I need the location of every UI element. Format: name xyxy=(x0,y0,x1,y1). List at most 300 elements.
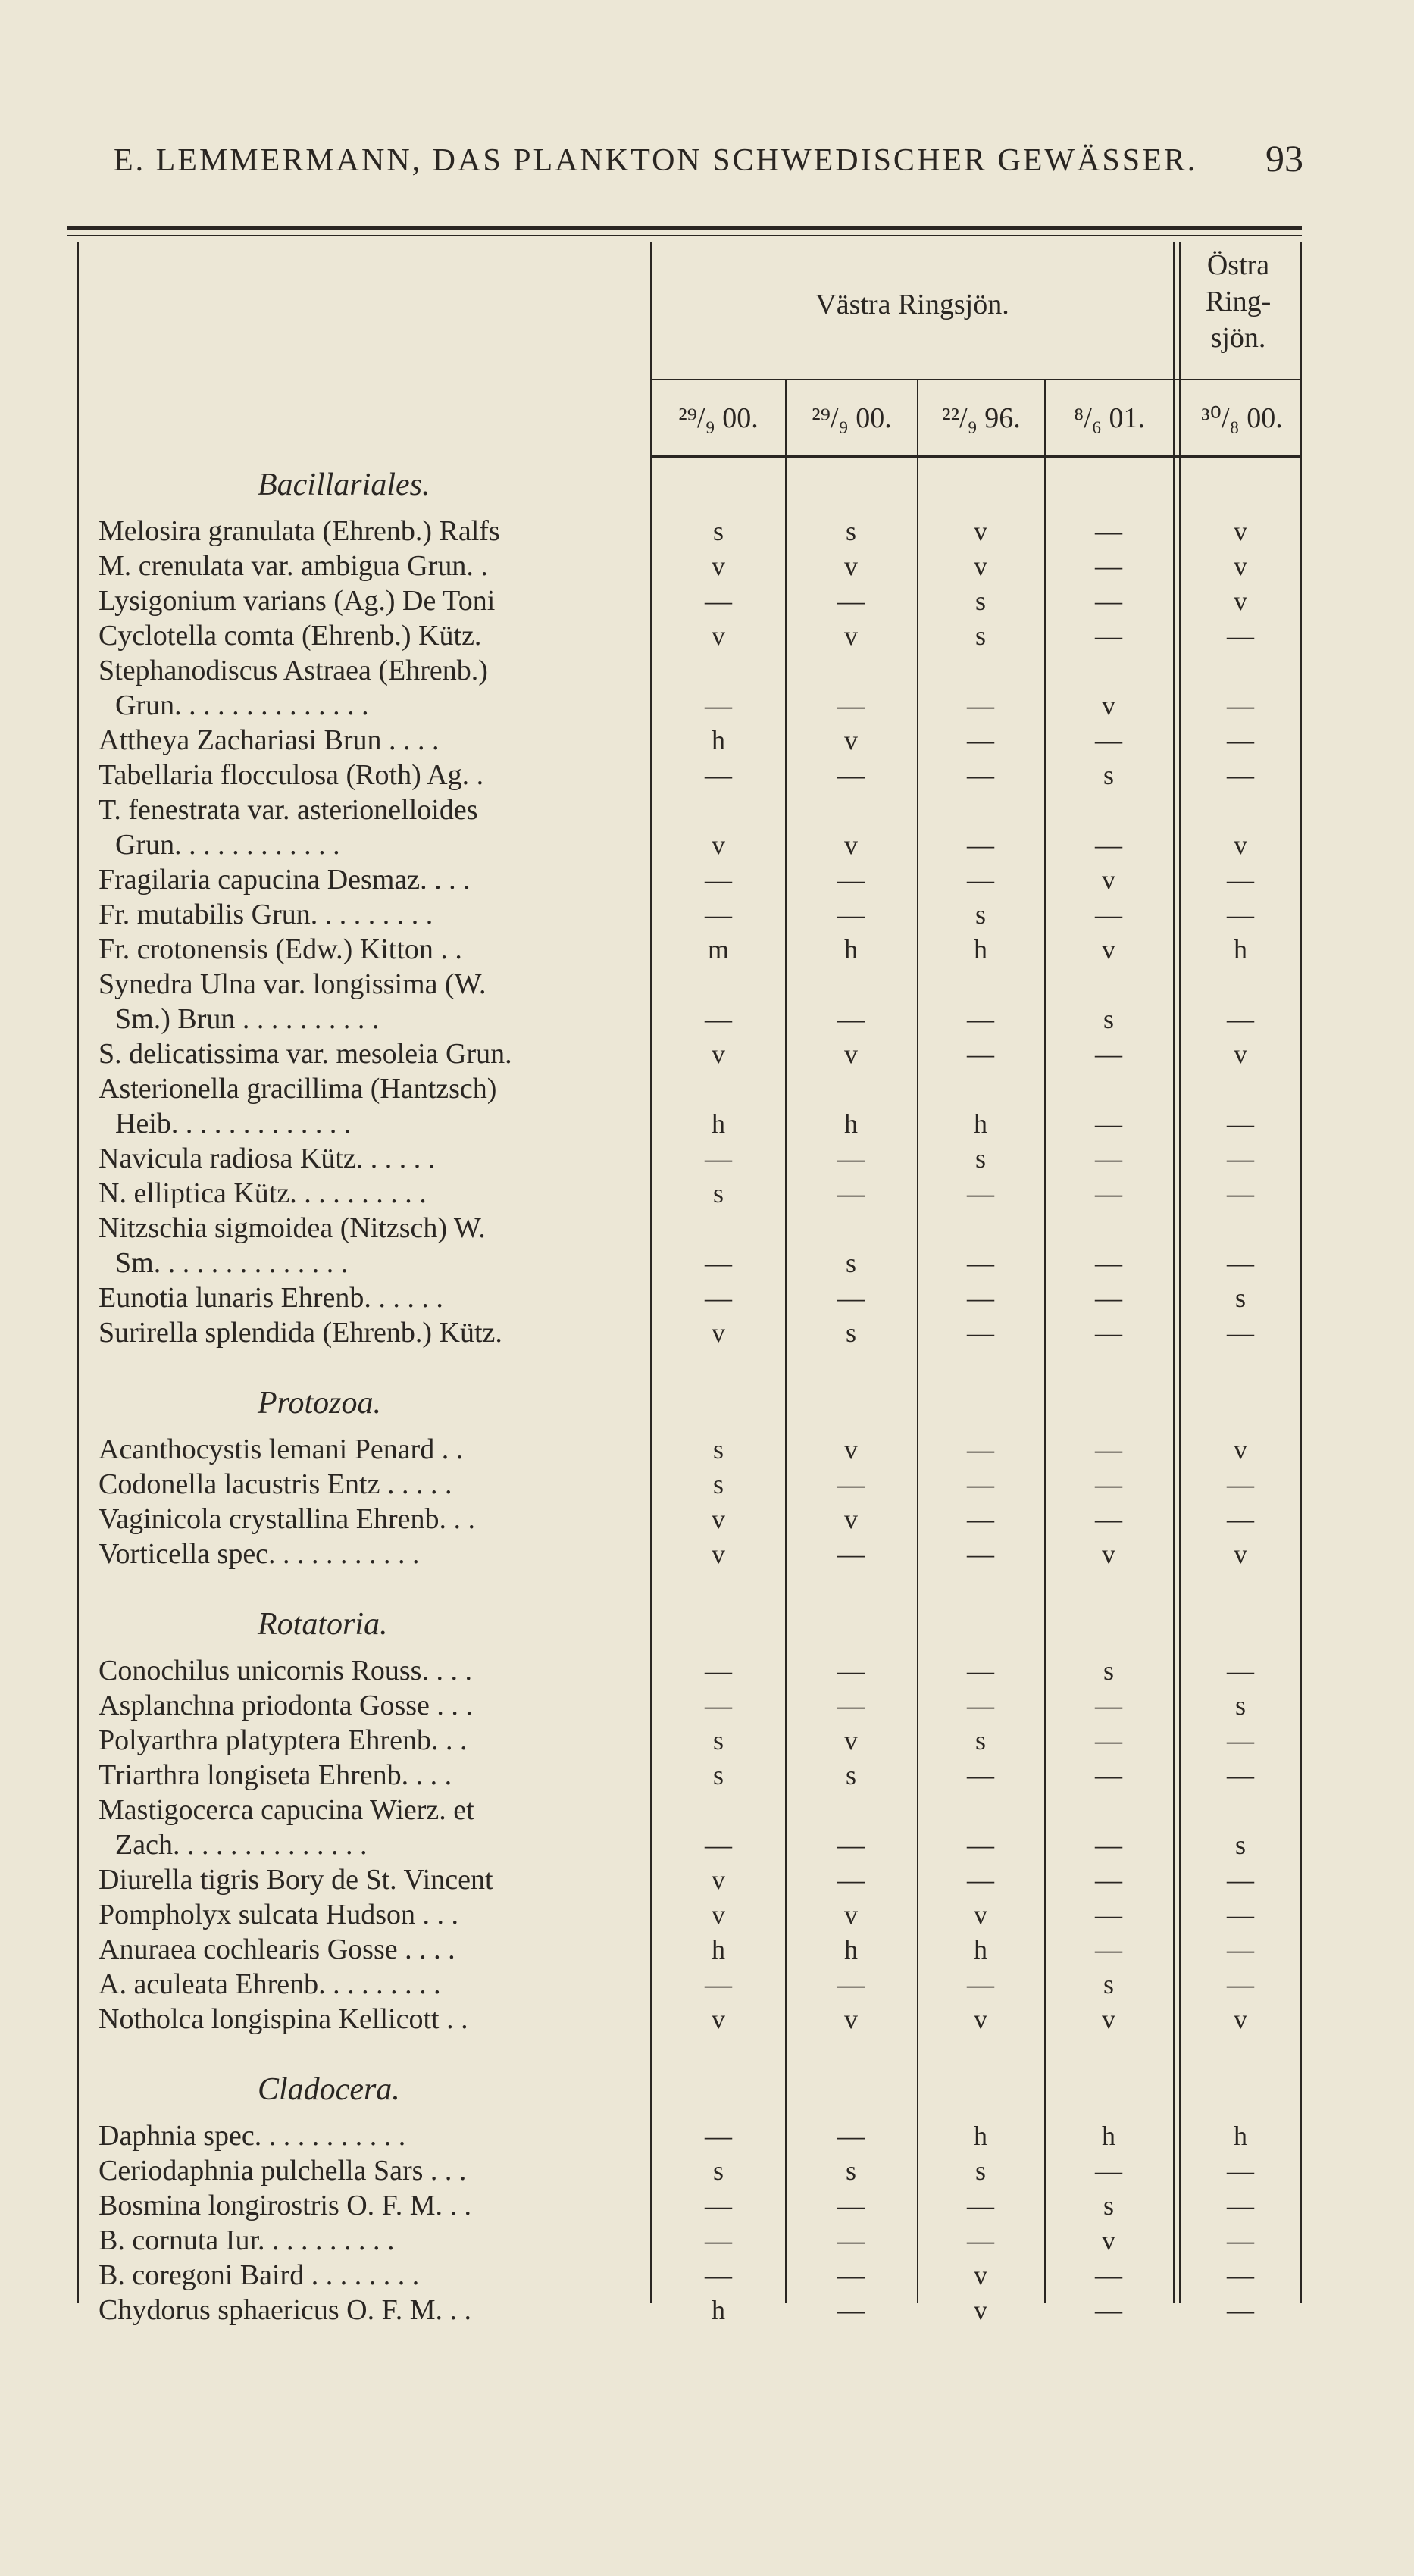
abundance-cell: — xyxy=(837,1969,865,1999)
group-header-vastra-label: Västra Ringsjön. xyxy=(815,289,1009,320)
abundance-cell: s xyxy=(1234,1690,1246,1721)
group-header-ostra xyxy=(1175,247,1302,356)
abundance-cell: h xyxy=(1234,934,1247,964)
abundance-cell: h xyxy=(844,934,858,964)
species-name: Fr. crotonensis (Edw.) Kitton . . xyxy=(99,933,462,965)
abundance-cell: — xyxy=(1227,2260,1254,2290)
abundance-cell: h xyxy=(712,725,725,755)
species-row xyxy=(99,897,1311,932)
abundance-cell: — xyxy=(967,725,994,755)
abundance-cell: — xyxy=(1227,2156,1254,2186)
group-header-ostra-line3: sjön. xyxy=(1210,322,1266,354)
species-row xyxy=(99,618,1311,653)
abundance-cell: v xyxy=(712,1865,725,1895)
abundance-cell: s xyxy=(974,621,986,651)
abundance-cell: — xyxy=(837,2260,865,2290)
abundance-cell: — xyxy=(837,2295,865,2325)
abundance-cell: — xyxy=(837,1655,865,1686)
abundance-cell: — xyxy=(1095,1690,1122,1721)
abundance-cell: s xyxy=(712,1469,724,1499)
abundance-cell: — xyxy=(705,1143,732,1174)
abundance-cell: h xyxy=(1102,2121,1115,2151)
right-border xyxy=(1300,242,1302,2303)
abundance-cell: s xyxy=(845,1248,856,1278)
species-row xyxy=(99,1502,1311,1537)
species-name: B. coregoni Baird . . . . . . . . xyxy=(99,2259,420,2291)
abundance-cell: v xyxy=(844,1899,858,1930)
abundance-cell: s xyxy=(1103,1004,1114,1034)
abundance-cell: — xyxy=(1095,586,1122,616)
species-row xyxy=(99,1653,1311,1688)
abundance-cell: v xyxy=(1234,830,1247,860)
species-name: Grun. . . . . . . . . . . . . . xyxy=(115,689,369,721)
species-name: T. fenestrata var. asterionelloides xyxy=(99,794,478,826)
species-name: Fragilaria capucina Desmaz. . . . xyxy=(99,864,471,896)
species-row xyxy=(99,1071,1311,1141)
abundance-cell: v xyxy=(844,1725,858,1755)
abundance-cell: — xyxy=(1095,1899,1122,1930)
abundance-cell: v xyxy=(844,725,858,755)
species-row xyxy=(99,1967,1311,2002)
abundance-cell: — xyxy=(1095,551,1122,581)
abundance-cell: — xyxy=(967,760,994,790)
abundance-cell: — xyxy=(1095,516,1122,546)
abundance-cell: — xyxy=(1227,1248,1254,1278)
abundance-cell: m xyxy=(707,934,729,964)
species-name: Zach. . . . . . . . . . . . . . xyxy=(115,1829,368,1861)
abundance-cell: — xyxy=(967,1283,994,1313)
abundance-cell: — xyxy=(1095,1760,1122,1790)
species-name: Melosira granulata (Ehrenb.) Ralfs xyxy=(99,515,500,547)
abundance-cell: — xyxy=(837,1469,865,1499)
abundance-cell: v xyxy=(974,2004,987,2034)
abundance-cell: v xyxy=(1102,934,1115,964)
abundance-cell: — xyxy=(1095,1248,1122,1278)
abundance-cell: v xyxy=(1234,1039,1247,1069)
abundance-cell: — xyxy=(705,2260,732,2290)
abundance-cell: — xyxy=(1095,621,1122,651)
abundance-cell: — xyxy=(837,2121,865,2151)
abundance-cell: — xyxy=(705,899,732,930)
abundance-cell: v xyxy=(844,830,858,860)
species-row xyxy=(99,1176,1311,1211)
abundance-cell: — xyxy=(967,1760,994,1790)
abundance-cell: h xyxy=(1234,2121,1247,2151)
species-row xyxy=(99,514,1311,549)
abundance-cell: v xyxy=(974,2260,987,2290)
abundance-cell: s xyxy=(1103,760,1114,790)
top-rule xyxy=(67,226,1302,230)
abundance-cell: — xyxy=(1227,621,1254,651)
abundance-cell: — xyxy=(837,1178,865,1208)
abundance-cell: — xyxy=(1095,1039,1122,1069)
abundance-cell: — xyxy=(1095,1178,1122,1208)
abundance-cell: s xyxy=(712,1760,724,1790)
abundance-cell: — xyxy=(1227,1318,1254,1348)
abundance-cell: — xyxy=(1227,1899,1254,1930)
abundance-cell: — xyxy=(837,586,865,616)
abundance-cell: v xyxy=(974,551,987,581)
abundance-cell: h xyxy=(974,1108,987,1139)
species-name: N. elliptica Kütz. . . . . . . . . . xyxy=(99,1177,427,1209)
abundance-cell: — xyxy=(705,1004,732,1034)
abundance-cell: v xyxy=(712,2004,725,2034)
abundance-cell: — xyxy=(967,1504,994,1534)
date-header-4: ⁸/₆ 01. xyxy=(1073,402,1146,434)
abundance-cell: — xyxy=(1227,1655,1254,1686)
abundance-cell: — xyxy=(967,830,994,860)
col-divider-3 xyxy=(1044,379,1046,2303)
species-name: Synedra Ulna var. longissima (W. xyxy=(99,968,486,1000)
species-name: Vorticella spec. . . . . . . . . . . xyxy=(99,1538,420,1570)
abundance-cell: — xyxy=(1095,1725,1122,1755)
abundance-cell: — xyxy=(967,1004,994,1034)
abundance-cell: — xyxy=(1095,830,1122,860)
species-name: Stephanodiscus Astraea (Ehrenb.) xyxy=(99,655,488,686)
species-column-divider xyxy=(650,242,652,2303)
col-divider-2 xyxy=(917,379,918,2303)
date-header-2: ²⁹/₉ 00. xyxy=(812,402,892,434)
species-row xyxy=(99,723,1311,758)
abundance-cell: s xyxy=(974,2156,986,2186)
abundance-cell: v xyxy=(844,1039,858,1069)
abundance-cell: — xyxy=(1227,1934,1254,1965)
abundance-cell: — xyxy=(837,760,865,790)
abundance-cell: — xyxy=(705,1248,732,1278)
abundance-cell: — xyxy=(837,899,865,930)
abundance-cell: — xyxy=(1095,1283,1122,1313)
species-row xyxy=(99,1758,1311,1793)
species-name: Daphnia spec. . . . . . . . . . . xyxy=(99,2120,406,2152)
species-name: S. delicatissima var. mesoleia Grun. xyxy=(99,1038,512,1070)
abundance-cell: — xyxy=(837,690,865,721)
species-row xyxy=(99,1211,1311,1280)
abundance-cell: — xyxy=(1095,1865,1122,1895)
species-row xyxy=(99,1315,1311,1350)
abundance-cell: — xyxy=(1095,899,1122,930)
col-divider-1 xyxy=(785,379,787,2303)
abundance-cell: s xyxy=(845,2156,856,2186)
species-name: Tabellaria flocculosa (Roth) Ag. . xyxy=(99,759,484,791)
species-name: Lysigonium varians (Ag.) De Toni xyxy=(99,585,496,617)
species-name: Pompholyx sulcata Hudson . . . xyxy=(99,1899,458,1930)
abundance-cell: h xyxy=(712,2295,725,2325)
abundance-cell: — xyxy=(705,1655,732,1686)
abundance-cell: — xyxy=(1227,1725,1254,1755)
abundance-cell: — xyxy=(837,2190,865,2221)
abundance-cell: s xyxy=(974,586,986,616)
abundance-cell: — xyxy=(1095,1934,1122,1965)
abundance-cell: s xyxy=(1103,2190,1114,2221)
abundance-cell: — xyxy=(967,1178,994,1208)
abundance-cell: v xyxy=(712,1504,725,1534)
abundance-cell: — xyxy=(705,1690,732,1721)
abundance-cell: v xyxy=(712,1318,725,1348)
abundance-cell: — xyxy=(967,864,994,895)
species-row xyxy=(99,1280,1311,1315)
species-name: Heib. . . . . . . . . . . . . xyxy=(115,1108,352,1140)
species-row xyxy=(99,2002,1311,2037)
species-row xyxy=(99,2153,1311,2188)
abundance-cell: — xyxy=(1095,1108,1122,1139)
abundance-cell: — xyxy=(967,2225,994,2256)
species-name: Sm. . . . . . . . . . . . . . xyxy=(115,1247,349,1279)
species-name: Eunotia lunaris Ehrenb. . . . . . xyxy=(99,1282,443,1314)
species-name: Acanthocystis lemani Penard . . xyxy=(99,1433,464,1465)
abundance-cell: v xyxy=(712,830,725,860)
species-row xyxy=(99,1793,1311,1862)
header-bottom-rule xyxy=(652,455,1302,458)
abundance-cell: s xyxy=(1103,1969,1114,1999)
date-header-5: ³⁰/₈ 00. xyxy=(1201,402,1283,434)
species-name: Surirella splendida (Ehrenb.) Kütz. xyxy=(99,1317,502,1349)
abundance-cell: — xyxy=(837,864,865,895)
abundance-cell: v xyxy=(1102,2004,1115,2034)
abundance-cell: — xyxy=(1227,864,1254,895)
abundance-cell: s xyxy=(712,1725,724,1755)
abundance-cell: s xyxy=(712,2156,724,2186)
abundance-cell: — xyxy=(1227,1504,1254,1534)
species-row xyxy=(99,862,1311,897)
abundance-cell: — xyxy=(967,1655,994,1686)
abundance-cell: v xyxy=(844,1434,858,1465)
abundance-cell: — xyxy=(1095,2260,1122,2290)
abundance-cell: — xyxy=(837,1283,865,1313)
abundance-cell: h xyxy=(974,1934,987,1965)
abundance-cell: s xyxy=(974,1725,986,1755)
abundance-cell: v xyxy=(1234,1434,1247,1465)
abundance-cell: s xyxy=(712,1434,724,1465)
species-name: Asterionella gracillima (Hantzsch) xyxy=(99,1073,497,1105)
species-row xyxy=(99,1688,1311,1723)
abundance-cell: — xyxy=(967,1969,994,1999)
abundance-cell: — xyxy=(705,1969,732,1999)
species-row xyxy=(99,549,1311,583)
abundance-cell: — xyxy=(1095,1434,1122,1465)
species-name: Fr. mutabilis Grun. . . . . . . . . xyxy=(99,899,433,930)
abundance-cell: v xyxy=(712,1039,725,1069)
abundance-cell: v xyxy=(1234,1539,1247,1569)
date-header-1: ²⁹/₉ 00. xyxy=(678,402,759,434)
abundance-cell: h xyxy=(712,1108,725,1139)
species-name: Diurella tigris Bory de St. Vincent xyxy=(99,1864,493,1896)
species-row xyxy=(99,967,1311,1036)
abundance-cell: v xyxy=(1102,690,1115,721)
species-row xyxy=(99,2258,1311,2293)
species-row xyxy=(99,1141,1311,1176)
species-row xyxy=(99,1723,1311,1758)
abundance-cell: — xyxy=(705,2190,732,2221)
species-row xyxy=(99,792,1311,862)
running-title: E. LEMMERMANN, DAS PLANKTON SCHWEDISCHER GEWÄSSER. xyxy=(114,143,1198,178)
abundance-cell: s xyxy=(845,1760,856,1790)
abundance-cell: — xyxy=(837,1539,865,1569)
abundance-cell: — xyxy=(705,2121,732,2151)
abundance-cell: v xyxy=(1234,586,1247,616)
abundance-cell: — xyxy=(1227,690,1254,721)
species-name: Triarthra longiseta Ehrenb. . . . xyxy=(99,1759,452,1791)
abundance-cell: — xyxy=(837,1143,865,1174)
abundance-cell: — xyxy=(705,864,732,895)
abundance-cell: h xyxy=(844,1934,858,1965)
abundance-cell: — xyxy=(1095,1143,1122,1174)
abundance-cell: — xyxy=(1227,2295,1254,2325)
abundance-cell: s xyxy=(1234,1830,1246,1860)
abundance-cell: — xyxy=(1227,1178,1254,1208)
abundance-cell: — xyxy=(837,1004,865,1034)
abundance-cell: — xyxy=(705,1830,732,1860)
species-name: Ceriodaphnia pulchella Sars . . . xyxy=(99,2155,467,2187)
species-row xyxy=(99,1036,1311,1071)
group-header-ostra-line2: Ring- xyxy=(1205,286,1272,317)
abundance-cell: v xyxy=(1234,516,1247,546)
col-divider-4b xyxy=(1179,242,1181,2303)
abundance-cell: — xyxy=(967,1434,994,1465)
abundance-cell: — xyxy=(1095,1469,1122,1499)
species-name: Grun. . . . . . . . . . . . xyxy=(115,829,340,861)
species-name: Polyarthra platyptera Ehrenb. . . xyxy=(99,1724,468,1756)
species-name: Vaginicola crystallina Ehrenb. . . xyxy=(99,1503,476,1535)
abundance-cell: v xyxy=(1102,1539,1115,1569)
species-name: Codonella lacustris Entz . . . . . xyxy=(99,1468,452,1500)
page-number: 93 xyxy=(1265,137,1303,180)
species-name: Anuraea cochlearis Gosse . . . . xyxy=(99,1934,455,1965)
abundance-cell: — xyxy=(1095,725,1122,755)
abundance-cell: — xyxy=(1227,2225,1254,2256)
species-name: Chydorus sphaericus O. F. M. . . xyxy=(99,2294,471,2326)
col-divider-4a xyxy=(1173,242,1175,2303)
abundance-cell: — xyxy=(1227,725,1254,755)
left-border xyxy=(77,242,79,2303)
species-name: Conochilus unicornis Rouss. . . . xyxy=(99,1655,472,1687)
species-row xyxy=(99,1897,1311,1932)
abundance-cell: — xyxy=(1095,1318,1122,1348)
abundance-cell: v xyxy=(712,1899,725,1930)
abundance-cell: — xyxy=(1095,1830,1122,1860)
header-divider xyxy=(652,379,1302,380)
species-row xyxy=(99,758,1311,792)
abundance-cell: — xyxy=(837,2225,865,2256)
abundance-cell: — xyxy=(705,2225,732,2256)
abundance-cell: h xyxy=(844,1108,858,1139)
abundance-cell: — xyxy=(967,1690,994,1721)
abundance-cell: s xyxy=(1234,1283,1246,1313)
abundance-cell: v xyxy=(844,1504,858,1534)
section-heading: Cladocera. xyxy=(258,2072,400,2107)
abundance-cell: s xyxy=(974,899,986,930)
abundance-cell: — xyxy=(967,1539,994,1569)
abundance-cell: v xyxy=(844,621,858,651)
abundance-cell: — xyxy=(1227,1004,1254,1034)
abundance-cell: — xyxy=(1227,1143,1254,1174)
abundance-cell: s xyxy=(845,1318,856,1348)
abundance-cell: v xyxy=(974,1899,987,1930)
species-name: A. aculeata Ehrenb. . . . . . . . . xyxy=(99,1968,441,2000)
abundance-cell: — xyxy=(967,1830,994,1860)
abundance-cell: s xyxy=(974,1143,986,1174)
abundance-cell: — xyxy=(837,1690,865,1721)
abundance-cell: h xyxy=(974,934,987,964)
species-row xyxy=(99,1932,1311,1967)
abundance-cell: — xyxy=(967,1469,994,1499)
section-heading: Rotatoria. xyxy=(258,1607,388,1642)
section-heading: Protozoa. xyxy=(258,1386,381,1421)
abundance-cell: v xyxy=(712,551,725,581)
date-header-3: ²²/₉ 96. xyxy=(942,402,1021,434)
abundance-cell: — xyxy=(705,690,732,721)
abundance-cell: — xyxy=(967,1318,994,1348)
section-heading: Bacillariales. xyxy=(258,467,430,502)
abundance-cell: — xyxy=(1227,1469,1254,1499)
abundance-cell: v xyxy=(844,551,858,581)
species-name: Asplanchna priodonta Gosse . . . xyxy=(99,1690,473,1721)
abundance-cell: — xyxy=(1227,2190,1254,2221)
abundance-cell: — xyxy=(1227,1969,1254,1999)
abundance-cell: v xyxy=(1234,2004,1247,2034)
abundance-cell: v xyxy=(712,621,725,651)
species-name: Notholca longispina Kellicott . . xyxy=(99,2003,468,2035)
species-row xyxy=(99,932,1311,967)
species-row xyxy=(99,1432,1311,1467)
species-name: Nitzschia sigmoidea (Nitzsch) W. xyxy=(99,1212,486,1244)
species-row xyxy=(99,1537,1311,1571)
species-name: Sm.) Brun . . . . . . . . . . xyxy=(115,1003,380,1035)
abundance-cell: h xyxy=(712,1934,725,1965)
abundance-cell: — xyxy=(1227,1108,1254,1139)
abundance-cell: — xyxy=(705,1283,732,1313)
abundance-cell: — xyxy=(1095,2295,1122,2325)
abundance-cell: h xyxy=(974,2121,987,2151)
abundance-cell: v xyxy=(844,2004,858,2034)
abundance-cell: — xyxy=(967,1865,994,1895)
abundance-cell: v xyxy=(974,516,987,546)
species-name: Attheya Zachariasi Brun . . . . xyxy=(99,724,440,756)
abundance-cell: — xyxy=(705,586,732,616)
abundance-cell: s xyxy=(1103,1655,1114,1686)
species-row xyxy=(99,653,1311,723)
species-name: Bosmina longirostris O. F. M. . . xyxy=(99,2190,472,2221)
species-row xyxy=(99,2223,1311,2258)
abundance-cell: — xyxy=(837,1865,865,1895)
abundance-cell: — xyxy=(1095,1504,1122,1534)
abundance-cell: — xyxy=(967,2190,994,2221)
abundance-cell: — xyxy=(1227,760,1254,790)
species-row xyxy=(99,583,1311,618)
group-header-ostra-line1: Östra xyxy=(1206,249,1270,281)
abundance-cell: — xyxy=(705,760,732,790)
species-name: B. cornuta Iur. . . . . . . . . . xyxy=(99,2224,395,2256)
abundance-cell: v xyxy=(712,1539,725,1569)
species-row xyxy=(99,1862,1311,1897)
abundance-cell: — xyxy=(967,1248,994,1278)
species-row xyxy=(99,1467,1311,1502)
species-row xyxy=(99,2188,1311,2223)
abundance-cell: s xyxy=(712,516,724,546)
species-name: Mastigocerca capucina Wierz. et xyxy=(99,1794,474,1826)
abundance-cell: v xyxy=(1234,551,1247,581)
abundance-cell: — xyxy=(967,1039,994,1069)
abundance-cell: v xyxy=(974,2295,987,2325)
page-header xyxy=(106,136,1311,182)
species-row xyxy=(99,2118,1311,2153)
species-name: M. crenulata var. ambigua Grun. . xyxy=(99,550,488,582)
abundance-cell: s xyxy=(845,516,856,546)
abundance-cell: s xyxy=(712,1178,724,1208)
species-name: Navicula radiosa Kütz. . . . . . xyxy=(99,1143,436,1174)
species-row xyxy=(99,2293,1311,2327)
abundance-cell: v xyxy=(1102,864,1115,895)
abundance-cell: v xyxy=(1102,2225,1115,2256)
